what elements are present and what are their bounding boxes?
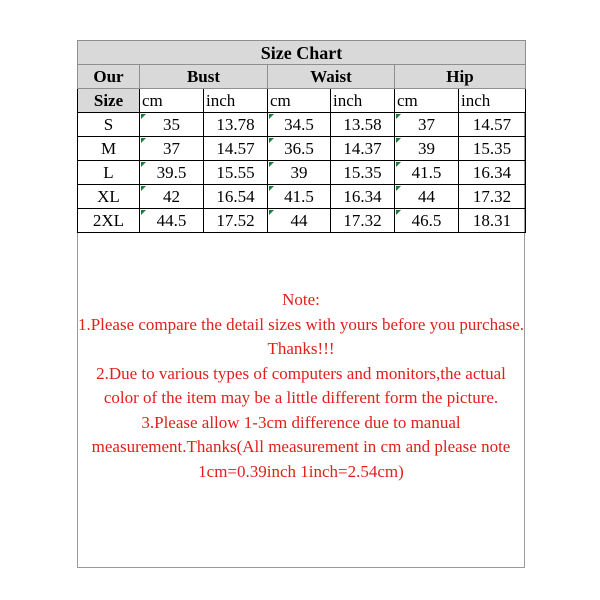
table-row (78, 185, 526, 209)
measurement-cell: 17.52 (204, 209, 268, 233)
note-line: 1.Please compare the detail sizes with yours before you purchase. Thanks!!! (77, 314, 525, 358)
size-cell: S (78, 113, 140, 137)
note-heading: Note: (282, 290, 320, 309)
measurement-cell: 42 (140, 185, 204, 209)
table-row (78, 209, 526, 233)
table-row (78, 113, 526, 137)
measurement-cell: 14.57 (459, 113, 526, 137)
waist-header: Waist (268, 65, 395, 89)
measurement-cell: 41.5 (395, 161, 459, 185)
size-cell: 2XL (78, 209, 140, 233)
unit-label: cm (395, 89, 459, 113)
unit-label: cm (140, 89, 204, 113)
measurement-cell: 17.32 (331, 209, 395, 233)
note-line: 3.Please allow 1-3cm difference due to manual measurement.Thanks(All measurement in cm and please note 1cm=0.39inch 1inch=2.54cm) (91, 412, 511, 481)
measurement-cell: 15.35 (459, 137, 526, 161)
table-units-row (78, 89, 526, 113)
table-row (78, 161, 526, 185)
measurement-cell: 44.5 (140, 209, 204, 233)
measurement-cell: 44 (268, 209, 331, 233)
measurement-cell: 34.5 (268, 113, 331, 137)
measurement-cell: 46.5 (395, 209, 459, 233)
row-label-bottom: Size (78, 89, 140, 113)
measurement-cell: 14.57 (204, 137, 268, 161)
measurement-cell: 37 (140, 137, 204, 161)
measurement-cell: 16.34 (459, 161, 526, 185)
table-body (78, 113, 526, 233)
table-row (78, 137, 526, 161)
unit-label: cm (268, 89, 331, 113)
measurement-cell: 39.5 (140, 161, 204, 185)
measurement-cell: 41.5 (268, 185, 331, 209)
measurement-cell: 15.35 (331, 161, 395, 185)
measurement-cell: 39 (395, 137, 459, 161)
note-block (77, 288, 525, 484)
unit-label: inch (459, 89, 526, 113)
row-label-top: Our (78, 65, 140, 89)
unit-label: inch (331, 89, 395, 113)
size-cell: XL (78, 185, 140, 209)
measurement-cell: 39 (268, 161, 331, 185)
measurement-cell: 13.58 (331, 113, 395, 137)
hip-header: Hip (395, 65, 526, 89)
measurement-cell: 16.54 (204, 185, 268, 209)
measurement-cell: 14.37 (331, 137, 395, 161)
unit-label: inch (204, 89, 268, 113)
table-title-row (78, 41, 526, 65)
size-cell: M (78, 137, 140, 161)
note-line: 2.Due to various types of computers and monitors,the actual color of the item may be a little different form the picture. (96, 363, 506, 407)
measurement-cell: 15.55 (204, 161, 268, 185)
measurement-cell: 35 (140, 113, 204, 137)
size-cell: L (78, 161, 140, 185)
measurement-cell: 17.32 (459, 185, 526, 209)
measurement-cell: 13.78 (204, 113, 268, 137)
measurement-cell: 16.34 (331, 185, 395, 209)
size-chart-table (77, 40, 526, 233)
table-header-row (78, 65, 526, 89)
measurement-cell: 18.31 (459, 209, 526, 233)
measurement-cell: 36.5 (268, 137, 331, 161)
measurement-cell: 37 (395, 113, 459, 137)
measurement-cell: 44 (395, 185, 459, 209)
chart-title: Size Chart (78, 41, 526, 65)
bust-header: Bust (140, 65, 268, 89)
